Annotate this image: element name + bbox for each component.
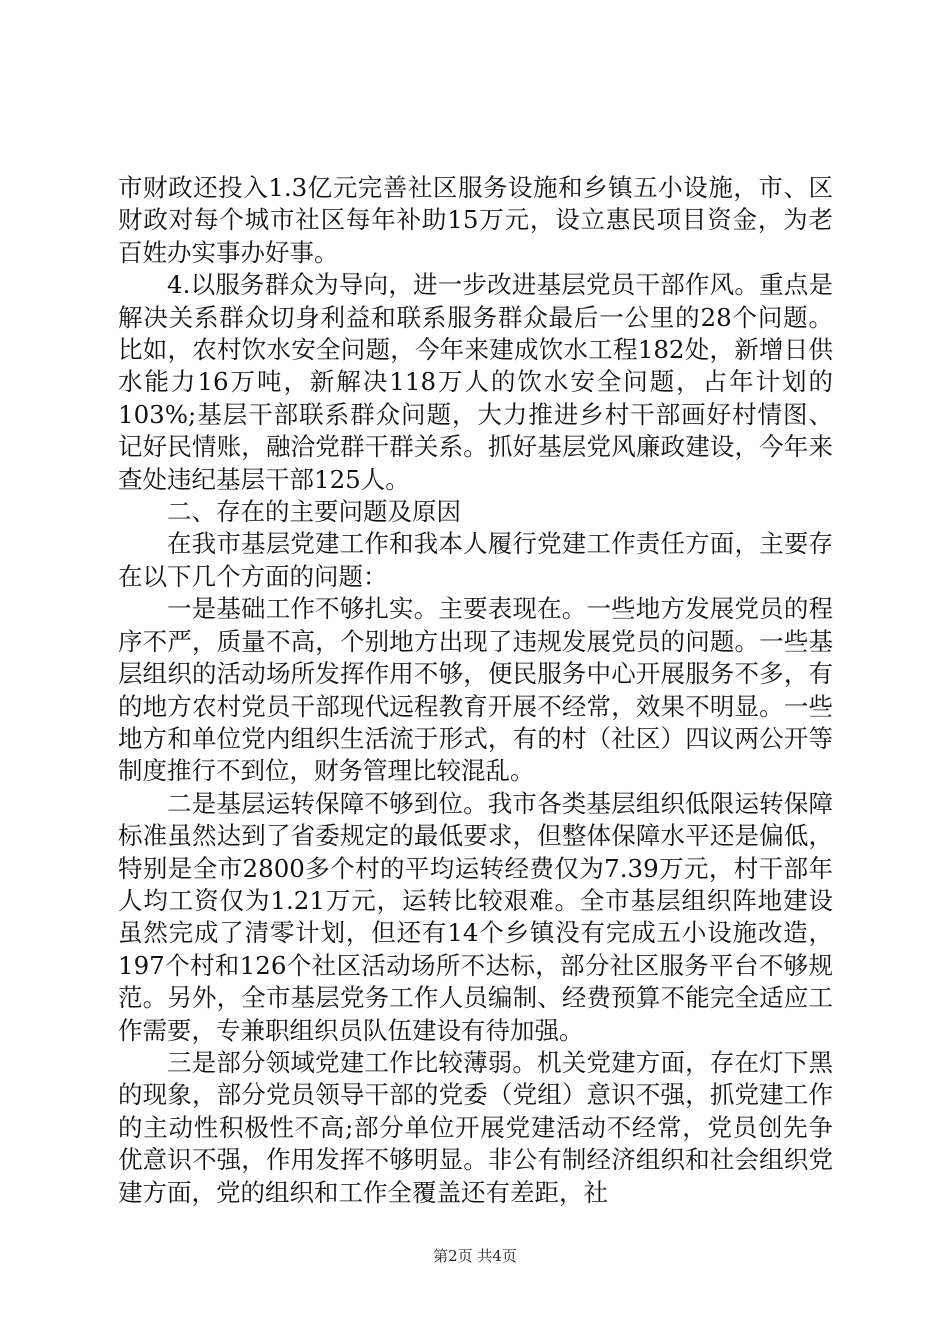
- page-number: 第2页 共4页: [433, 1247, 517, 1265]
- paragraph-1: 市财政还投入1.3亿元完善社区服务设施和乡镇五小设施，市、区财政对每个城市社区每年补助15万元，设立惠民项目资金，为老百姓办实事办好事。: [118, 173, 833, 267]
- section-heading: 二、存在的主要问题及原因: [167, 497, 461, 527]
- paragraph-5: 二是基层运转保障不够到位。我市各类基层组织低限运转保障标准虽然达到了省委规定的最低要求，但整体保障水平还是偏低，特别是全市2800多个村的平均运转经费仅为7.39万元，村干部年人均工资仅为1.21万元，运转比较艰难。全市基层组织阵地建设虽然完成了清零计划，但还有14个乡镇没有完成五小设施改造，197个村和126个社区活动场所不达标，部分社区服务平台不够规范。另外，全市基层党务工作人员编制、经费预算不能完全适应工作需要，专兼职组织员队伍建设有待加强。: [118, 788, 833, 1045]
- paragraph-6: 三是部分领域党建工作比较薄弱。机关党建方面，存在灯下黑的现象，部分党员领导干部的党委（党组）意识不强，抓党建工作的主动性积极性不高;部分单位开展党建活动不经常，党员创先争优意识不强，作用发挥不够明显。非公有制经济组织和社会组织党建方面，党的组织和工作全覆盖还有差距，社: [118, 1047, 833, 1207]
- document-body: [118, 172, 833, 1209]
- paragraph-2: 4.以服务群众为导向，进一步改进基层党员干部作风。重点是解决关系群众切身利益和联系服务群众最后一公里的28个问题。比如，农村饮水安全问题，今年来建成饮水工程182处，新增日供水能力16万吨，新解决118万人的饮水安全问题，占年计划的103%;基层干部联系群众问题，大力推进乡村干部画好村情图、记好民情账，融洽党群干群关系。抓好基层党风廉政建设，今年来查处违纪基层干部125人。: [118, 270, 833, 494]
- paragraph-3: 在我市基层党建工作和我本人履行党建工作责任方面，主要存在以下几个方面的问题：: [118, 529, 833, 591]
- paragraph-4: 一是基础工作不够扎实。主要表现在。一些地方发展党员的程序不严，质量不高，个别地方出现了违规发展党员的问题。一些基层组织的活动场所发挥作用不够，便民服务中心开展服务不多，有的地方农村党员干部现代远程教育开展不经常，效果不明显。一些地方和单位党内组织生活流于形式，有的村（社区）四议两公开等制度推行不到位，财务管理比较混乱。: [118, 594, 833, 786]
